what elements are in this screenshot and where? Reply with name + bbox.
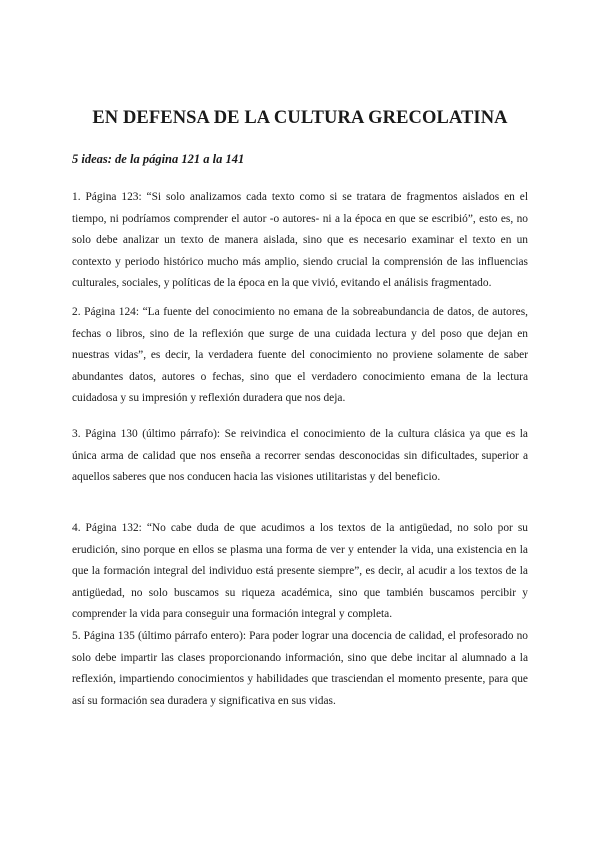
idea-paragraph-5: 5. Página 135 (último párrafo entero): Para poder lograr una docencia de calidad, el profesorado no solo debe impartir las clases proporcionando información, sino que debe incitar al alumnado a la reflexión, impartiendo conocimientos y habilidades que trasciendan el momento presente, para que así su formación sea duradera y significativa en sus vidas. bbox=[72, 630, 528, 707]
idea-paragraph-2: 2. Página 124: “La fuente del conocimiento no emana de la sobreabundancia de datos, de autores, fechas o libros, sino de la reflexión que surge de una cuidada lectura y del poso que dejan en nuestras vidas”, es decir, la verdadera fuente del conocimiento no proviene solamente de saber abundantes datos, autores o fechas, sino que el verdadero conocimiento emana de la lectura cuidadosa y su impresión y reflexión duradera que nos deja. bbox=[72, 306, 528, 404]
document-subtitle: 5 ideas: de la página 121 a la 141 bbox=[72, 152, 245, 166]
idea-paragraph-1: 1. Página 123: “Si solo analizamos cada texto como si se tratara de fragmentos aislados en el tiempo, ni podríamos comprender el autor -o autores- ni a la época en que se escribió”, esto es, no solo debe analizar un texto de manera aislada, sino que es necesario examinar el texto en un contexto y periodo histórico mucho más amplio, siendo crucial la comprensión de las influencias culturales, sociales, y políticas de la época en la que vivió, evitando el análisis fragmentado. bbox=[72, 191, 528, 289]
idea-paragraph-4: 4. Página 132: “No cabe duda de que acudimos a los textos de la antigüedad, no solo por su erudición, sino porque en ellos se plasma una forma de ver y entender la vida, una existencia en la que la formación integral del individuo está presente siempre”, es decir, al acudir a los textos de la antigüedad, no solo buscamos su riqueza académica, sino que también buscamos percibir y comprender la vida para conseguir una formación integral y completa. bbox=[72, 522, 528, 620]
idea-paragraph-3: 3. Página 130 (último párrafo): Se reivindica el conocimiento de la cultura clásica ya que es la única arma de calidad que nos enseña a recorrer sendas desconocidas sin dificultades, superior a aquellos saberes que nos conducen hacia las visiones utilitaristas y del beneficio. bbox=[72, 428, 528, 483]
document-title: EN DEFENSA DE LA CULTURA GRECOLATINA bbox=[92, 108, 508, 128]
